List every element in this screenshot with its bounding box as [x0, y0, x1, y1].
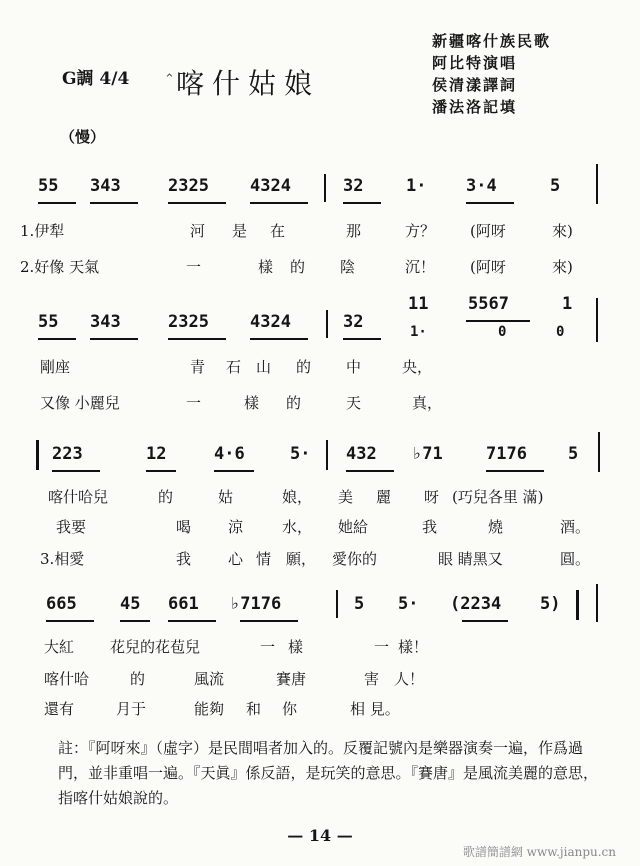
note-group: 1· [406, 176, 427, 196]
lyric-word: 圓。 [560, 550, 591, 568]
watermark: 歌譜簡譜網 www.jianpu.cn [462, 845, 616, 859]
note-group: (2234 [450, 594, 502, 614]
lyric-word: 和 [246, 700, 262, 718]
lyric-word: 呀 [424, 488, 440, 506]
underline [343, 338, 381, 340]
lyric-word: 3.相愛 [40, 550, 85, 568]
underline [343, 202, 381, 204]
barline [326, 440, 328, 470]
note-group: 1 [562, 294, 573, 314]
credit-line: 侯清漾譯詞 [432, 76, 518, 94]
note-group: 32 [343, 312, 364, 332]
underline [90, 338, 138, 340]
lyric-word: 的 [130, 670, 146, 688]
lyric-word: 的 [290, 258, 306, 276]
lyric-word: 心 [228, 550, 244, 568]
lyric-word: 河 [190, 222, 206, 240]
lyric-word: 燒 [488, 518, 504, 536]
underline [250, 202, 308, 204]
lyric-word: 姑 [218, 488, 234, 506]
lyric-word: 能夠 [194, 700, 225, 718]
lyric-word: 她給 [338, 518, 369, 536]
lyric-word: 石 [226, 358, 242, 376]
lyric-word: 花兒的花苞兒 [110, 638, 201, 656]
lyric-line [48, 486, 618, 506]
note-alt: 0 [498, 324, 507, 340]
note-group: 45 [120, 594, 141, 614]
lyric-word: (巧兒各里 滿) [452, 488, 544, 506]
lyric-word: 喀什哈兒 [48, 488, 109, 506]
lyric-line [40, 356, 620, 376]
barline [324, 174, 326, 202]
lyric-word: 我 [176, 550, 192, 568]
underline [168, 338, 226, 340]
lyric-word: 相 見。 [350, 700, 400, 718]
lyric-word: 麗 [376, 488, 392, 506]
lyric-line [40, 548, 620, 568]
underline [168, 202, 226, 204]
lyric-word: 是 [232, 222, 248, 240]
lyric-line [56, 516, 616, 536]
note-group: 4324 [250, 176, 291, 196]
credit-line: 潘法洛記填 [432, 98, 518, 116]
note-group: 4324 [250, 312, 291, 332]
note-group: 7176 [486, 444, 527, 464]
lyric-word: 的 [286, 394, 302, 412]
note-alt: 0 [556, 324, 565, 340]
repeat-end-barline [576, 590, 579, 620]
underline [466, 320, 530, 322]
lyric-word: 一 [374, 638, 390, 656]
note-group: 5 [568, 444, 579, 464]
barline [596, 298, 598, 342]
note-group: 432 [346, 444, 377, 464]
note-group: 55 [38, 176, 59, 196]
underline [462, 620, 508, 622]
note-group: ♭71 [412, 444, 443, 464]
lyric-word: 又像 小麗兒 [40, 394, 120, 412]
underline [486, 470, 544, 472]
note-group: 343 [90, 176, 121, 196]
lyric-word: 那 [346, 222, 362, 240]
lyric-word: 愛你的 [332, 550, 378, 568]
lyric-word: 月于 [116, 700, 147, 718]
lyric-line [20, 220, 620, 240]
lyric-word: 大紅 [44, 638, 75, 656]
notation-row [38, 444, 610, 472]
note-group: 4·6 [214, 444, 245, 464]
page-number: — 14 — [287, 826, 353, 845]
lyric-word: 我 [422, 518, 438, 536]
lyric-word: 情 [256, 550, 272, 568]
note-group: 5 [354, 594, 365, 614]
underline [346, 470, 394, 472]
note-group: 223 [52, 444, 83, 464]
lyric-word: 酒。 [560, 518, 591, 536]
note-group: 5 [550, 176, 561, 196]
barline [596, 584, 598, 622]
underline [120, 620, 150, 622]
lyric-word: 方？ [405, 222, 436, 240]
lyric-word: (阿呀 [470, 258, 506, 276]
lyric-word: 央， [402, 358, 433, 376]
note-group: 665 [46, 594, 77, 614]
lyric-word: 陰 [340, 258, 356, 276]
key-signature: G調 4/4 [62, 69, 130, 89]
lyric-word: 你 [282, 700, 298, 718]
lyric-word: 賽唐 [276, 670, 307, 688]
note-group: 3·4 [466, 176, 497, 196]
lyric-word: 中 [346, 358, 362, 376]
notation-row [38, 294, 610, 340]
note-group: 32 [343, 176, 364, 196]
note-group: 5) [540, 594, 561, 614]
credits [432, 30, 551, 118]
lyric-word: 2.好像 天氣 [20, 258, 100, 276]
lyric-word: 害 [364, 670, 380, 688]
lyric-word: 一 [186, 394, 202, 412]
note-alt: 1· [410, 324, 427, 340]
lyric-word: 我要 [56, 518, 87, 536]
credit-line: 新疆喀什族民歌 [432, 32, 552, 50]
lyric-line [44, 636, 614, 656]
note-group: 12 [146, 444, 167, 464]
note-group: 661 [168, 594, 199, 614]
lyric-word: 眼 睛黑又 [438, 550, 503, 568]
tempo-marking: （慢） [60, 128, 106, 146]
lyric-word: 剛座 [40, 358, 71, 376]
lyric-word: 娘， [282, 488, 313, 506]
lyric-word: 的 [158, 488, 174, 506]
lyric-word: 涼 [228, 518, 244, 536]
barline [336, 590, 338, 618]
underline [38, 338, 76, 340]
lyric-word: 真， [412, 394, 443, 412]
barline [596, 164, 598, 204]
note-group: ♭7176 [230, 594, 282, 614]
credit-line: 阿比特演唱 [432, 54, 518, 72]
note-group: 5· [398, 594, 419, 614]
lyric-word: 風流 [194, 670, 225, 688]
lyric-word: 樣 [244, 394, 260, 412]
lyric-word: (阿呀 [470, 222, 506, 240]
lyric-word: 在 [270, 222, 286, 240]
note-group: 5· [290, 444, 311, 464]
notation-row [38, 594, 610, 622]
underline [46, 620, 94, 622]
underline [250, 338, 308, 340]
footnote: 註：『阿呀來』（虛字）是民間唱者加入的。反覆記號內是樂器演奏一遍，作爲過門，並非重唱一遍。『天眞』係反語，是玩笑的意思。『賽唐』是風流美麗的意思，指喀什姑娘說的。 [58, 739, 599, 807]
lyric-word: 還有 [44, 700, 75, 718]
underline [38, 202, 76, 204]
note-group: 2325 [168, 312, 209, 332]
lyric-word: 來) [552, 222, 573, 240]
lyric-word: 一 [186, 258, 202, 276]
decoration-mark: ⌃ [164, 72, 175, 87]
lyric-line [44, 668, 614, 688]
lyric-word: 青 [190, 358, 206, 376]
lyric-word: 山 [256, 358, 272, 376]
lyric-word: 樣 [288, 638, 304, 656]
underline [168, 620, 216, 622]
note-group: 343 [90, 312, 121, 332]
lyric-word: 1.伊犁 [20, 222, 65, 240]
barline [326, 310, 328, 338]
lyric-word: 一 [260, 638, 276, 656]
note-group: 5567 [468, 294, 509, 314]
lyric-word: 喝 [176, 518, 192, 536]
note-group: 2325 [168, 176, 209, 196]
lyric-line [20, 256, 620, 276]
note-group: 55 [38, 312, 59, 332]
lyric-word: 沉！ [405, 258, 436, 276]
underline [240, 620, 298, 622]
lyric-word: 天 [346, 394, 362, 412]
lyric-word: 來) [552, 258, 573, 276]
lyric-word: 願， [286, 550, 317, 568]
underline [466, 202, 514, 204]
lyric-word: 水， [282, 518, 313, 536]
underline [90, 202, 138, 204]
lyric-line [40, 392, 620, 412]
lyric-line [44, 698, 614, 718]
barline [598, 432, 600, 472]
underline [214, 470, 254, 472]
lyric-word: 喀什哈 [44, 670, 90, 688]
song-title: 喀什姑娘 [176, 67, 321, 100]
lyric-word: 樣 [258, 258, 274, 276]
note-group: 11 [408, 294, 429, 314]
underline [146, 470, 176, 472]
underline [52, 470, 100, 472]
lyric-word: 人！ [394, 670, 425, 688]
lyric-word: 的 [296, 358, 312, 376]
lyric-word: 美 [338, 488, 354, 506]
lyric-word: 樣！ [398, 638, 429, 656]
